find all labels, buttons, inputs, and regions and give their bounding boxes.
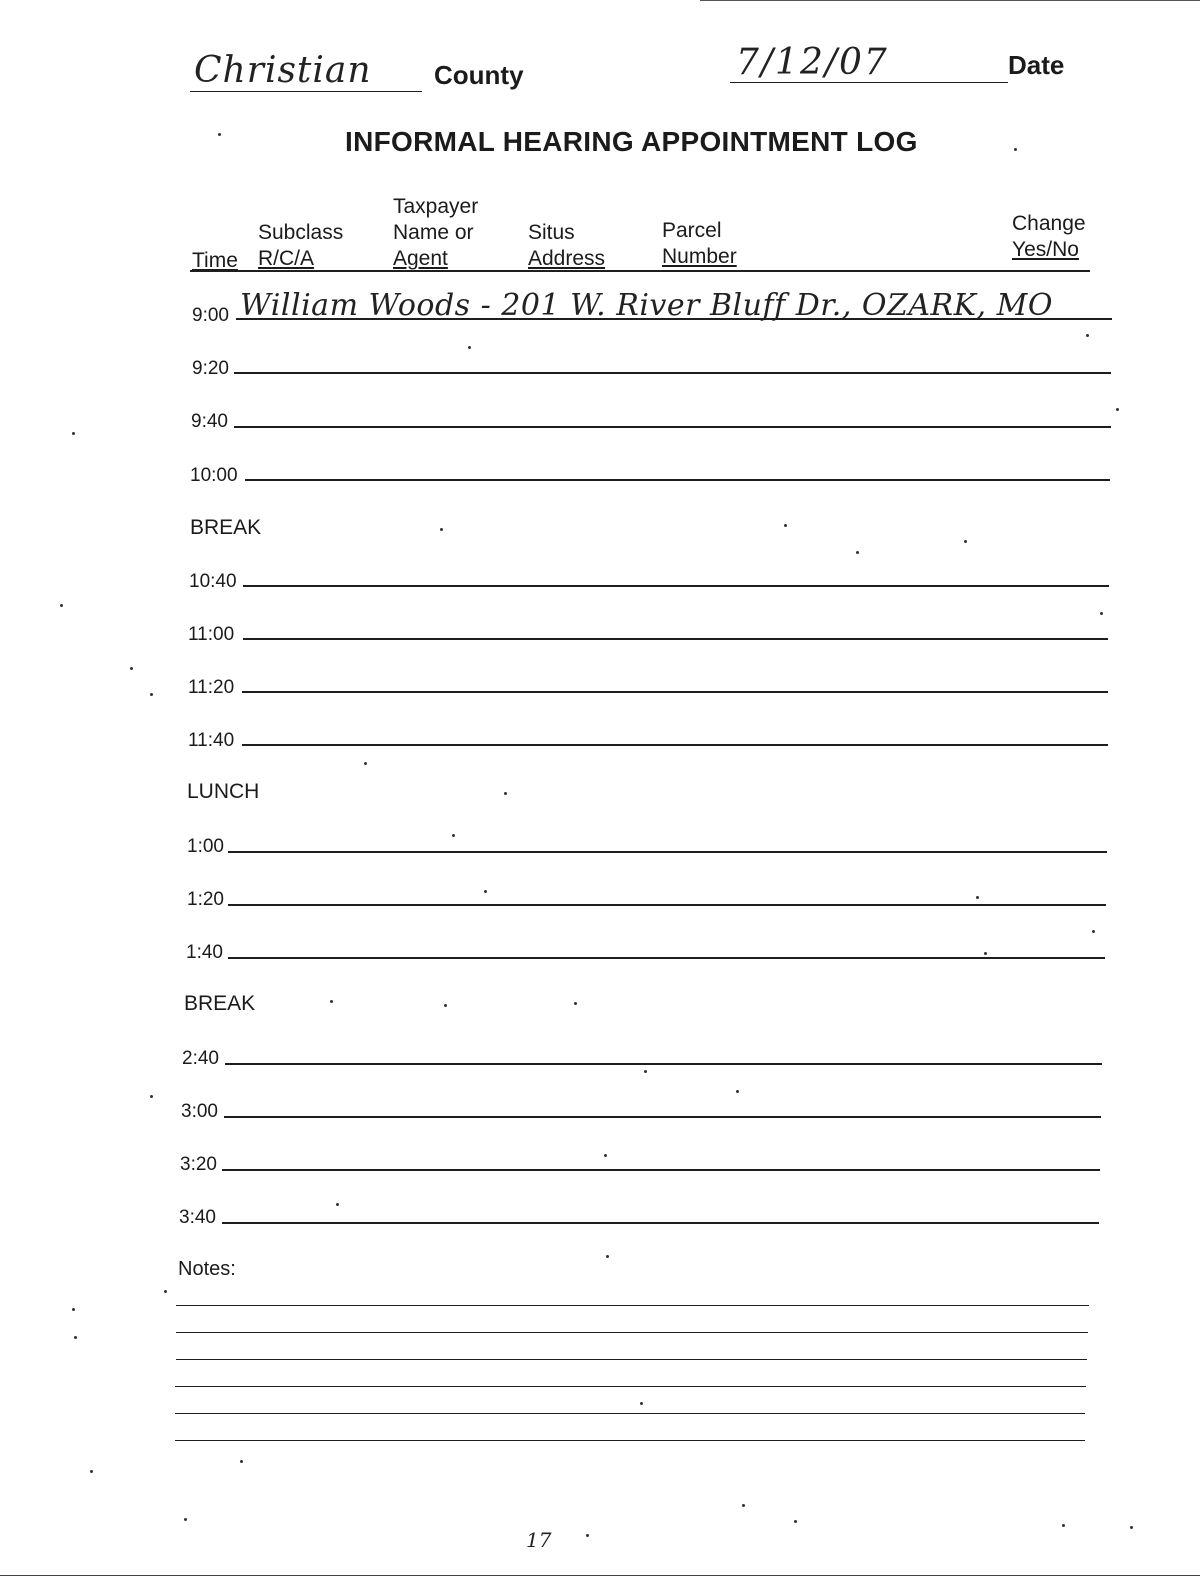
col-header-situs-1: Situs [528, 221, 575, 244]
row-time-3-00: 3:00 [181, 1101, 218, 1122]
scan-speck [504, 792, 507, 795]
scan-speck [444, 1004, 447, 1007]
notes-line [175, 1413, 1085, 1414]
scan-speck [72, 1308, 75, 1311]
col-header-parcel-1: Parcel [662, 219, 722, 242]
row-time-3-40: 3:40 [179, 1207, 216, 1228]
scan-speck [72, 432, 75, 435]
page-mark: 17 [526, 1528, 552, 1552]
row-time-10-40: 10:40 [189, 571, 237, 592]
scan-speck [1130, 1526, 1133, 1529]
row-time-11-20: 11:20 [188, 677, 235, 698]
scan-speck [164, 1290, 167, 1293]
date-underline [730, 82, 1008, 83]
row-line-10-00 [245, 479, 1110, 481]
row-time-10-00: 10:00 [190, 465, 238, 486]
break-label-1: BREAK [190, 516, 262, 539]
scan-speck [184, 1518, 187, 1521]
county-value: Christian [194, 50, 372, 91]
scan-speck [586, 1534, 589, 1537]
scan-bottom-edge [0, 1575, 1200, 1576]
scan-speck [736, 1090, 739, 1093]
scan-speck [964, 540, 967, 543]
notes-label: Notes: [178, 1258, 236, 1280]
row-time-9-40: 9:40 [191, 411, 228, 432]
row-time-1-00: 1:00 [187, 836, 224, 857]
scan-speck [784, 524, 787, 527]
row-line-1-20 [228, 904, 1106, 906]
scan-speck [330, 1000, 333, 1003]
scan-speck [60, 604, 63, 607]
row-line-11-20 [242, 691, 1108, 693]
row-time-9-00: 9:00 [192, 305, 229, 326]
row-time-1-20: 1:20 [187, 889, 224, 910]
notes-line [176, 1332, 1088, 1333]
row-line-3-40 [222, 1222, 1099, 1224]
row-line-10-40 [243, 585, 1109, 587]
scan-speck [640, 1402, 643, 1405]
county-underline [190, 91, 422, 92]
scan-speck [856, 551, 859, 554]
scan-speck [484, 890, 487, 893]
page-title: INFORMAL HEARING APPOINTMENT LOG [345, 126, 918, 157]
header-underline [190, 270, 1090, 272]
row-line-9-20 [234, 372, 1111, 374]
scan-speck [976, 896, 979, 899]
col-header-situs-2: Address [528, 247, 606, 270]
break-label-2: BREAK [184, 992, 256, 1015]
county-label: County [434, 60, 524, 90]
scan-speck [606, 1255, 609, 1258]
date-value: 7/12/07 [736, 42, 889, 83]
col-header-parcel-2: Number [662, 245, 737, 268]
row-time-11-40: 11:40 [188, 730, 235, 751]
scan-speck [1086, 334, 1089, 337]
row-line-2-40 [225, 1063, 1102, 1065]
row-line-11-00 [243, 638, 1108, 640]
col-header-taxpayer-2: Name or [393, 221, 474, 244]
scan-speck [130, 667, 133, 670]
scan-speck [74, 1336, 77, 1339]
scan-speck [604, 1154, 607, 1157]
col-header-subclass-1: Subclass [258, 221, 344, 244]
row-line-3-20 [222, 1169, 1100, 1171]
scan-speck [150, 1095, 153, 1098]
scan-speck [218, 133, 221, 136]
scan-speck [240, 1460, 243, 1463]
col-header-subclass-2: R/C/A [258, 247, 315, 270]
col-header-time: Time [192, 249, 238, 272]
scan-speck [336, 1203, 339, 1206]
row-line-3-00 [224, 1116, 1101, 1118]
notes-line [175, 1386, 1086, 1387]
row-entry-9-00: William Woods - 201 W. River Bluff Dr., OZARK, MO [240, 288, 1053, 323]
lunch-label: LUNCH [187, 780, 260, 803]
scan-speck [1014, 148, 1017, 151]
scan-speck [742, 1504, 745, 1507]
scan-speck [574, 1002, 577, 1005]
scan-speck [984, 952, 987, 955]
scan-top-edge [700, 0, 1200, 1]
notes-line [176, 1305, 1089, 1306]
scan-speck [1100, 612, 1103, 615]
row-time-2-40: 2:40 [182, 1048, 219, 1069]
notes-line [175, 1440, 1085, 1441]
scan-speck [150, 693, 153, 696]
col-header-change-2: Yes/No [1012, 238, 1079, 261]
row-line-1-00 [228, 851, 1107, 853]
col-header-taxpayer-3: Agent [393, 247, 448, 270]
scan-speck [468, 346, 471, 349]
row-line-9-00 [236, 318, 1112, 320]
row-time-11-00: 11:00 [188, 624, 235, 645]
row-line-9-40 [234, 426, 1111, 428]
scan-speck [794, 1520, 797, 1523]
row-time-3-20: 3:20 [180, 1154, 217, 1175]
scan-speck [452, 834, 455, 837]
row-time-9-20: 9:20 [192, 358, 229, 379]
row-line-11-40 [242, 744, 1108, 746]
col-header-taxpayer-1: Taxpayer [393, 195, 479, 218]
row-time-1-40: 1:40 [186, 942, 223, 963]
scan-speck [1062, 1524, 1065, 1527]
scan-speck [440, 528, 443, 531]
scan-speck [1092, 930, 1095, 933]
col-header-change-1: Change [1012, 212, 1086, 235]
date-label: Date [1008, 50, 1065, 80]
scan-speck [1116, 408, 1119, 411]
notes-line [176, 1359, 1087, 1360]
scan-speck [364, 762, 367, 765]
scan-speck [90, 1470, 93, 1473]
row-line-1-40 [228, 957, 1105, 959]
scan-speck [644, 1070, 647, 1073]
